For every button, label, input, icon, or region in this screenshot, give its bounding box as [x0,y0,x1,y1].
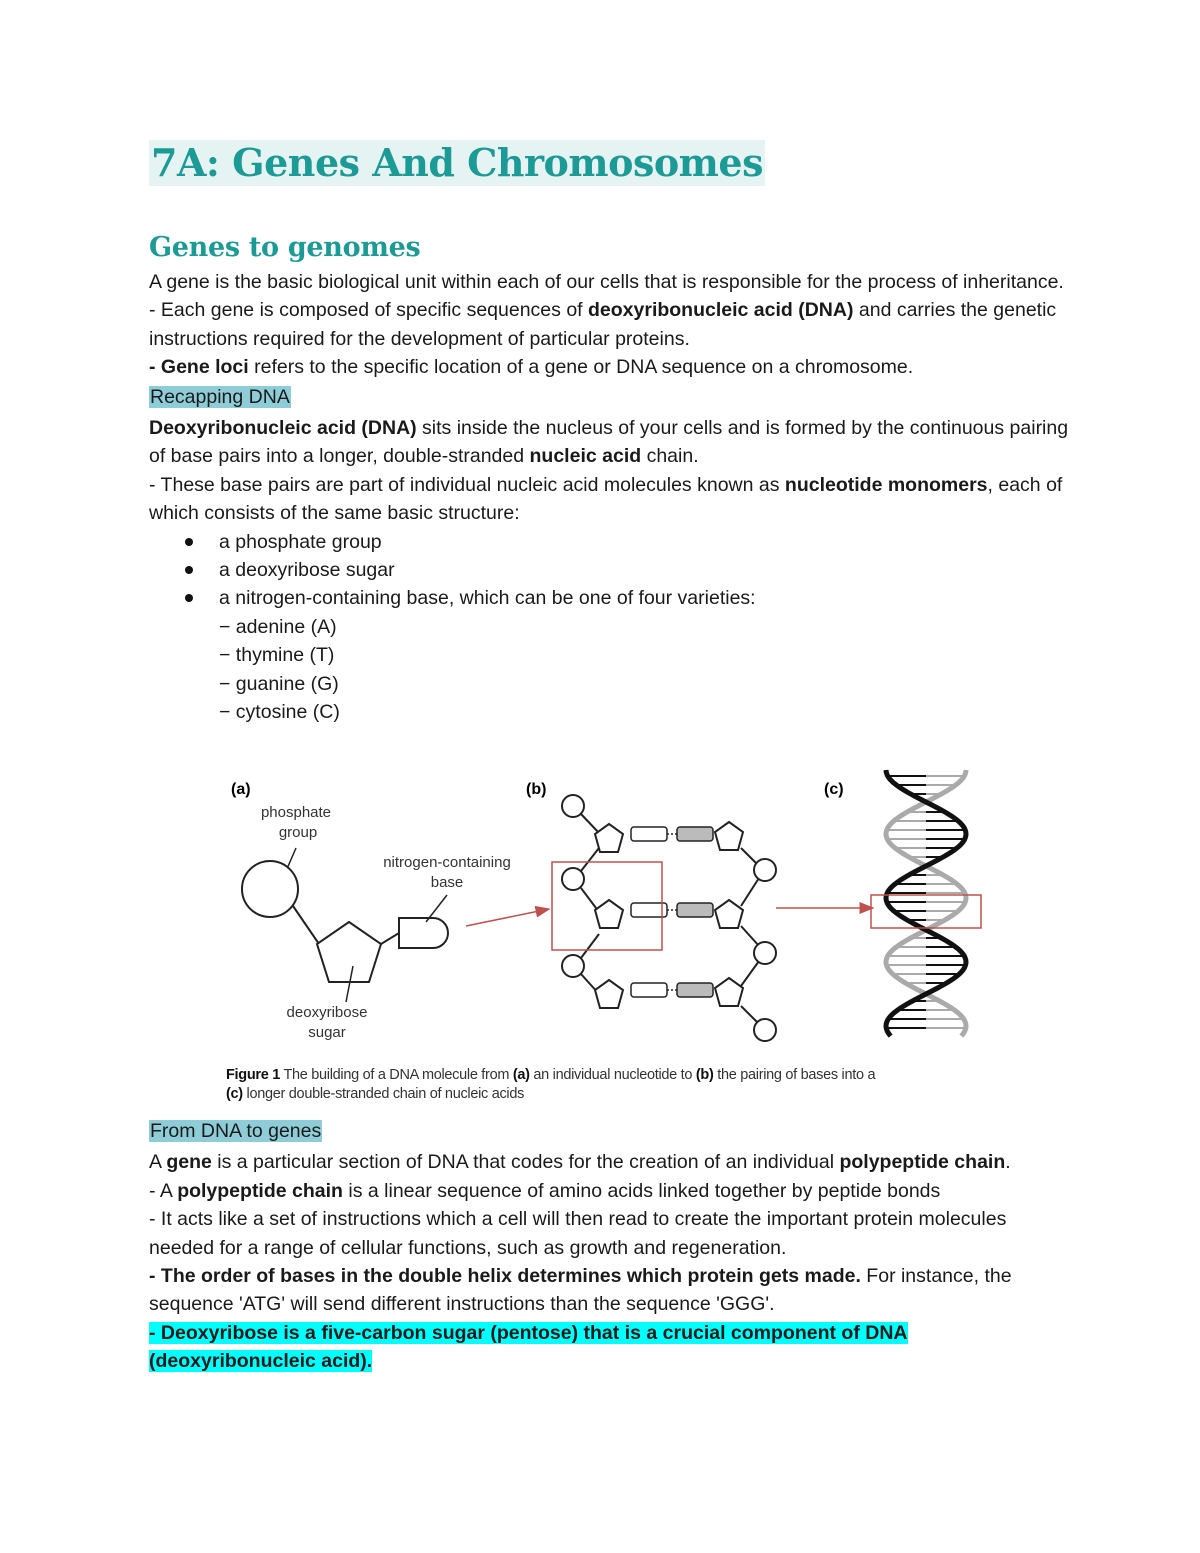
phosphate-circle-icon [562,795,584,817]
sugar-label: sugar [308,1024,346,1041]
base-shape-icon [631,827,667,841]
base-variety: − guanine (G) [219,672,339,695]
paragraph: - It acts like a set of instructions which a cell will then read to create the important protein molecules needed for a range of cellular functions, such as growth and regeneration. [149,1208,1007,1259]
paragraph: - Each gene is composed of specific sequences of deoxyribonucleic acid (DNA) and carries the genetic instructions required for the development of particular proteins. [149,299,1057,350]
sugar-pentagon-icon [595,824,623,852]
section-heading-genes-to-genomes: Genes to genomes [149,232,421,263]
phosphate-circle-icon [562,955,584,977]
sugar-pentagon-icon [715,822,743,850]
panel-label-b: (b) [526,781,547,798]
base-pairs [631,827,713,997]
sugar-pentagon-icon [595,900,623,928]
phosphate-label: phosphate [260,804,332,821]
paragraph: A gene is a particular section of DNA that codes for the creation of an individual polypeptide chain. [149,1151,1011,1174]
left-strand [562,795,623,1008]
bond-line [381,933,399,944]
right-strand [715,822,776,1041]
list-item: a nitrogen-containing base, which can be one of four varieties: [149,584,1069,612]
paragraph: A gene is the basic biological unit within each of our cells that is responsible for the process of inheritance. [149,271,1064,293]
base-shape-icon [677,903,713,917]
from-dna-to-genes-body [149,1117,1069,1376]
paragraph: - These base pairs are part of individual nucleic acid molecules known as nucleotide monomers, each of which consists of the same basic structure: [149,473,1063,525]
base-shape-icon [677,983,713,997]
base-shape-icon [399,918,448,948]
from-dna-to-genes-label: From DNA to genes [150,1120,322,1142]
bond-line [293,906,319,944]
base-shape-icon [677,827,713,841]
phosphate-circle-icon [754,1019,776,1041]
base-label: base [430,874,464,891]
phosphate-label: group [278,824,318,841]
highlighted-paragraph: - Deoxyribose is a five-carbon sugar (pentose) that is a crucial component of DNA (deoxyribonucleic acid). [149,1321,908,1373]
base-variety: − cytosine (C) [219,701,340,724]
paragraph: - A polypeptide chain is a linear sequence of amino acids linked together by peptide bonds [149,1179,941,1202]
paragraph: - The order of bases in the double helix determines which protein gets made. For instance, the sequence 'ATG' will send different instructions than the sequence 'GGG'. [149,1265,1012,1316]
panel-label-a: (a) [231,781,251,798]
recap-label-row [149,383,1069,411]
phosphate-circle-icon [242,861,298,917]
dna-figure [221,766,991,1111]
list-item: a deoxyribose sugar [149,556,1069,584]
base-shape-icon [631,983,667,997]
bullet-icon [185,538,193,546]
phosphate-circle-icon [754,942,776,964]
paragraph: Deoxyribonucleic acid (DNA) sits inside the nucleus of your cells and is formed by the continuous pairing of base pairs into a longer, double-stranded nucleic acid chain. [149,417,1069,468]
genes-to-genomes-body [149,268,1069,727]
sugar-label: deoxyribose [286,1004,368,1021]
bullet-icon [185,566,193,574]
recapping-dna-label: Recapping DNA [150,385,290,408]
arrow-a-to-b [466,909,549,926]
sugar-pentagon-icon [595,980,623,1008]
nucleotide-structure-list [149,528,1069,613]
section2-label-row [149,1117,1069,1145]
deoxyribose-pentagon-icon [317,922,381,982]
dna-diagram [221,766,991,1066]
base-variety: − adenine (A) [219,615,337,638]
helix-rungs [886,776,966,1028]
phosphate-circle-icon [754,859,776,881]
figure-caption: Figure 1 The building of a DNA molecule from (a) an individual nucleotide to (b) the pairing of bases into a (c) longer double-stranded chain of nucleic acids [226,1067,876,1102]
bullet-icon [185,594,193,602]
page-title: 7A: Genes And Chromosomes [151,140,763,185]
phosphate-circle-icon [562,868,584,890]
base-variety: − thymine (T) [219,644,335,667]
sugar-pentagon-icon [715,978,743,1006]
sugar-pentagon-icon [715,900,743,928]
panel-label-c: (c) [824,781,844,798]
paragraph: - Gene loci refers to the specific location of a gene or DNA sequence on a chromosome. [149,356,914,379]
base-label: nitrogen-containing [383,854,511,871]
list-item: a phosphate group [149,528,1069,556]
